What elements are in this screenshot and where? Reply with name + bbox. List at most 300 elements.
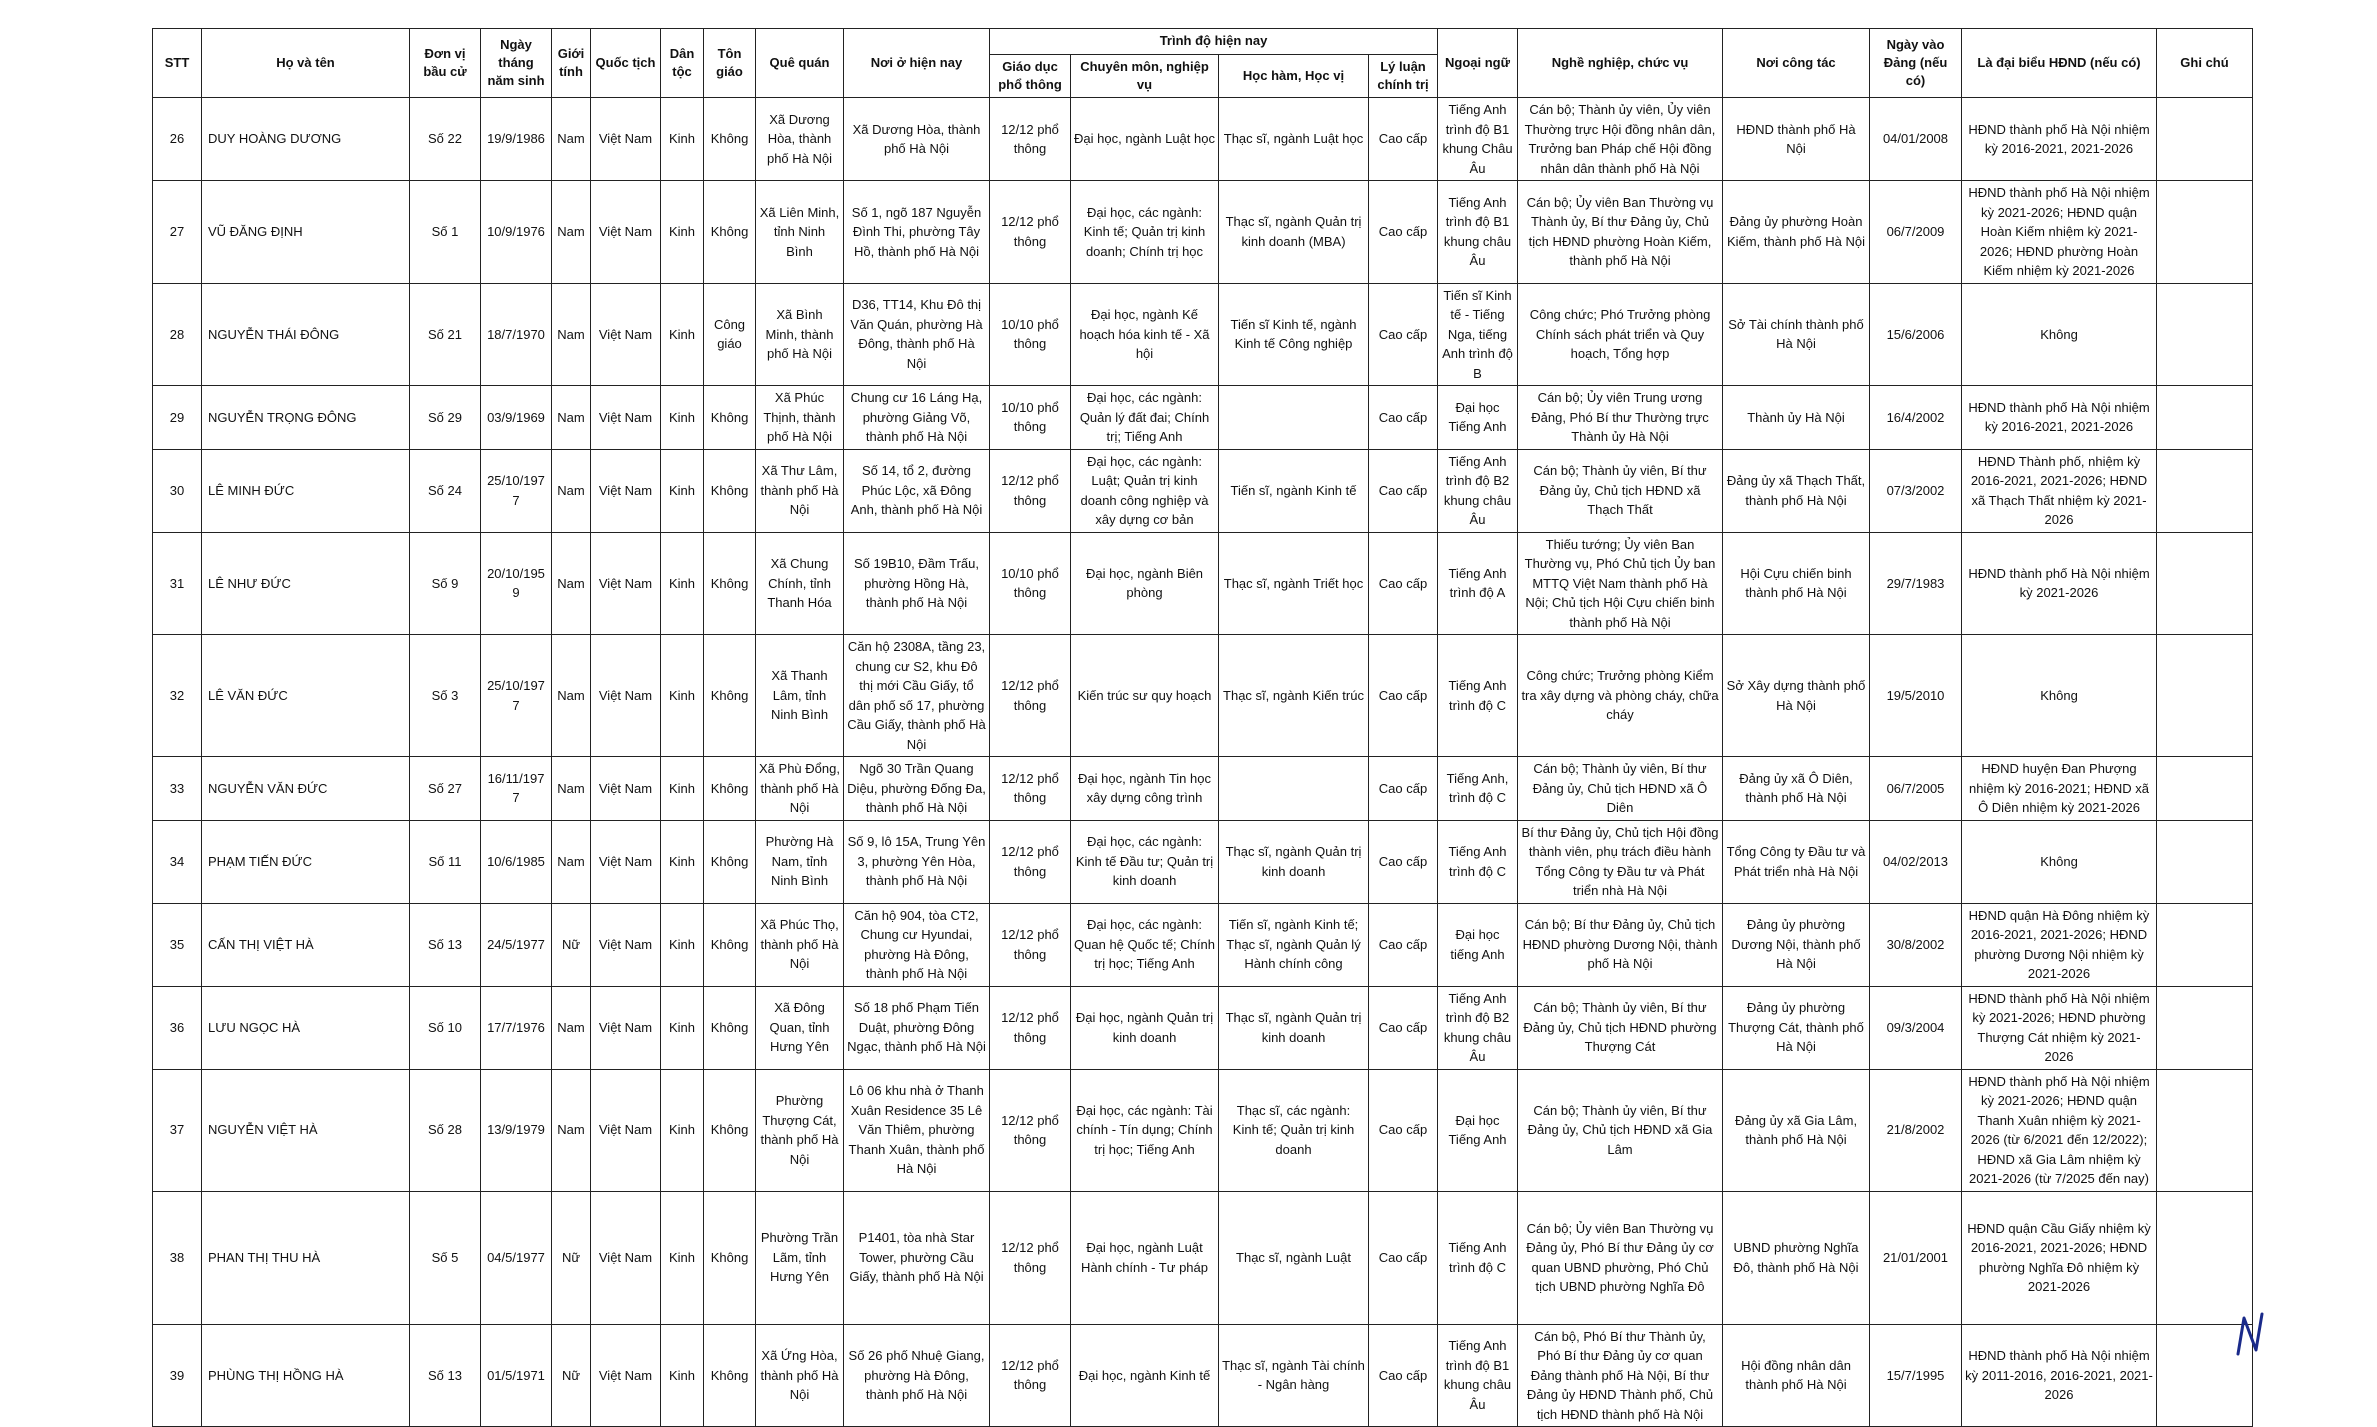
cell-ly-luan: Cao cấp — [1369, 903, 1438, 986]
cell-stt: 30 — [153, 449, 202, 532]
cell-chuyen-mon: Đại học, ngành Luật học — [1071, 98, 1219, 181]
cell-ghi-chu — [2157, 903, 2253, 986]
handwritten-initial-mark — [2230, 1310, 2270, 1360]
cell-ly-luan: Cao cấp — [1369, 532, 1438, 635]
cell-ghi-chu — [2157, 635, 2253, 757]
cell-noi-o: Số 9, lô 15A, Trung Yên 3, phường Yên Hòa, thành phố Hà Nội — [844, 820, 990, 903]
cell-stt: 37 — [153, 1069, 202, 1191]
cell-ngay-vao-dang: 21/8/2002 — [1870, 1069, 1962, 1191]
cell-stt: 27 — [153, 181, 202, 284]
cell-chuyen-mon: Kiến trúc sư quy hoạch — [1071, 635, 1219, 757]
header-ghi-chu: Ghi chú — [2157, 29, 2253, 98]
cell-ho-ten: DUY HOÀNG DƯƠNG — [202, 98, 410, 181]
cell-ghi-chu — [2157, 1191, 2253, 1324]
cell-dan-toc: Kinh — [661, 98, 704, 181]
cell-quoc-tich: Việt Nam — [591, 283, 661, 386]
cell-dai-bieu: HĐND thành phố Hà Nội nhiệm kỳ 2016-2021, 2021-2026 — [1962, 386, 2157, 450]
cell-ho-ten: VŨ ĐĂNG ĐỊNH — [202, 181, 410, 284]
cell-don-vi: Số 1 — [410, 181, 481, 284]
header-ngay-sinh: Ngày tháng năm sinh — [481, 29, 552, 98]
cell-don-vi: Số 22 — [410, 98, 481, 181]
cell-giao-duc: 12/12 phổ thông — [990, 449, 1071, 532]
cell-ngay-vao-dang: 06/7/2009 — [1870, 181, 1962, 284]
cell-dai-bieu: HĐND quận Cầu Giấy nhiệm kỳ 2016-2021, 2021-2026; HĐND phường Nghĩa Đô nhiệm kỳ 2021-2026 — [1962, 1191, 2157, 1324]
cell-giao-duc: 12/12 phổ thông — [990, 181, 1071, 284]
cell-ho-ten: LÊ NHƯ ĐỨC — [202, 532, 410, 635]
cell-noi-cong-tac: Tổng Công ty Đầu tư và Phát triển nhà Hà Nội — [1723, 820, 1870, 903]
table-row — [153, 1069, 2253, 1191]
cell-noi-o: Số 26 phố Nhuệ Giang, phường Hà Đông, thành phố Hà Nội — [844, 1324, 990, 1427]
cell-noi-o: Căn hộ 904, tòa CT2, Chung cư Hyundai, phường Hà Đông, thành phố Hà Nội — [844, 903, 990, 986]
cell-ngay-sinh: 17/7/1976 — [481, 986, 552, 1069]
table-row — [153, 98, 2253, 181]
cell-hoc-ham: Thạc sĩ, ngành Quản trị kinh doanh — [1219, 986, 1369, 1069]
cell-ho-ten: NGUYỄN VĂN ĐỨC — [202, 757, 410, 821]
header-chuyen-mon: Chuyên môn, nghiệp vụ — [1071, 55, 1219, 98]
cell-ghi-chu — [2157, 283, 2253, 386]
cell-noi-o: Số 1, ngõ 187 Nguyễn Đình Thi, phường Tây Hồ, thành phố Hà Nội — [844, 181, 990, 284]
header-don-vi: Đơn vị bầu cử — [410, 29, 481, 98]
cell-chuyen-mon: Đại học, các ngành: Kinh tế; Quản trị kinh doanh; Chính trị học — [1071, 181, 1219, 284]
cell-ngoai-ngu: Đại học Tiếng Anh — [1438, 386, 1518, 450]
cell-ngay-vao-dang: 19/5/2010 — [1870, 635, 1962, 757]
cell-noi-cong-tac: Sở Xây dựng thành phố Hà Nội — [1723, 635, 1870, 757]
cell-nghe-nghiep: Cán bộ; Thành ủy viên, Bí thư Đảng ủy, Chủ tịch HĐND phường Thượng Cát — [1518, 986, 1723, 1069]
cell-gioi-tinh: Nữ — [552, 1191, 591, 1324]
cell-stt: 36 — [153, 986, 202, 1069]
cell-quoc-tich: Việt Nam — [591, 903, 661, 986]
cell-ngay-vao-dang: 15/7/1995 — [1870, 1324, 1962, 1427]
cell-stt: 26 — [153, 98, 202, 181]
cell-chuyen-mon: Đại học, ngành Biên phòng — [1071, 532, 1219, 635]
cell-dai-bieu: HĐND huyện Đan Phượng nhiệm kỳ 2016-2021; HĐND xã Ô Diên nhiệm kỳ 2021-2026 — [1962, 757, 2157, 821]
cell-noi-o: P1401, tòa nhà Star Tower, phường Cầu Giấy, thành phố Hà Nội — [844, 1191, 990, 1324]
table-row — [153, 986, 2253, 1069]
cell-ho-ten: LÊ MINH ĐỨC — [202, 449, 410, 532]
cell-que-quan: Xã Thư Lâm, thành phố Hà Nội — [756, 449, 844, 532]
cell-ly-luan: Cao cấp — [1369, 283, 1438, 386]
table-row — [153, 532, 2253, 635]
cell-hoc-ham: Thạc sĩ, ngành Tài chính - Ngân hàng — [1219, 1324, 1369, 1427]
cell-ngoai-ngu: Tiếng Anh trình độ C — [1438, 1191, 1518, 1324]
cell-gioi-tinh: Nam — [552, 386, 591, 450]
cell-nghe-nghiep: Cán bộ; Bí thư Đảng ủy, Chủ tịch HĐND phường Dương Nội, thành phố Hà Nội — [1518, 903, 1723, 986]
cell-ton-giao: Không — [704, 449, 756, 532]
cell-ton-giao: Không — [704, 820, 756, 903]
cell-que-quan: Xã Phúc Thọ, thành phố Hà Nội — [756, 903, 844, 986]
cell-ho-ten: NGUYỄN TRỌNG ĐÔNG — [202, 386, 410, 450]
cell-noi-cong-tac: UBND phường Nghĩa Đô, thành phố Hà Nội — [1723, 1191, 1870, 1324]
cell-giao-duc: 12/12 phổ thông — [990, 1324, 1071, 1427]
cell-dai-bieu: Không — [1962, 820, 2157, 903]
cell-quoc-tich: Việt Nam — [591, 449, 661, 532]
cell-nghe-nghiep: Cán bộ; Thành ủy viên, Bí thư Đảng ủy, Chủ tịch HĐND xã Gia Lâm — [1518, 1069, 1723, 1191]
cell-ngay-sinh: 18/7/1970 — [481, 283, 552, 386]
table-row — [153, 283, 2253, 386]
cell-ngay-vao-dang: 06/7/2005 — [1870, 757, 1962, 821]
cell-ngay-vao-dang: 09/3/2004 — [1870, 986, 1962, 1069]
cell-dai-bieu: HĐND quận Hà Đông nhiệm kỳ 2016-2021, 2021-2026; HĐND phường Dương Nội nhiệm kỳ 2021-2026 — [1962, 903, 2157, 986]
cell-nghe-nghiep: Cán bộ; Thành ủy viên, Bí thư Đảng ủy, Chủ tịch HĐND xã Thạch Thất — [1518, 449, 1723, 532]
cell-ngay-vao-dang: 04/01/2008 — [1870, 98, 1962, 181]
cell-dai-bieu: HĐND thành phố Hà Nội nhiệm kỳ 2016-2021, 2021-2026 — [1962, 98, 2157, 181]
cell-ho-ten: PHẠM TIẾN ĐỨC — [202, 820, 410, 903]
cell-giao-duc: 12/12 phổ thông — [990, 98, 1071, 181]
cell-ngoai-ngu: Đại học Tiếng Anh — [1438, 1069, 1518, 1191]
cell-ly-luan: Cao cấp — [1369, 98, 1438, 181]
cell-gioi-tinh: Nam — [552, 449, 591, 532]
cell-que-quan: Xã Dương Hòa, thành phố Hà Nội — [756, 98, 844, 181]
cell-giao-duc: 10/10 phổ thông — [990, 386, 1071, 450]
cell-stt: 34 — [153, 820, 202, 903]
cell-ho-ten: LÊ VĂN ĐỨC — [202, 635, 410, 757]
cell-ngay-sinh: 03/9/1969 — [481, 386, 552, 450]
cell-stt: 28 — [153, 283, 202, 386]
cell-ngay-sinh: 19/9/1986 — [481, 98, 552, 181]
cell-giao-duc: 10/10 phổ thông — [990, 283, 1071, 386]
table-row — [153, 903, 2253, 986]
cell-ngoai-ngu: Tiếng Anh, trình độ C — [1438, 757, 1518, 821]
cell-nghe-nghiep: Thiếu tướng; Ủy viên Ban Thường vụ, Phó Chủ tịch Ủy ban MTTQ Việt Nam thành phố Hà Nội; Chủ tịch Hội Cựu chiến binh thành phố Hà Nội — [1518, 532, 1723, 635]
header-ho-ten: Họ và tên — [202, 29, 410, 98]
header-quoc-tich: Quốc tịch — [591, 29, 661, 98]
cell-dan-toc: Kinh — [661, 1069, 704, 1191]
cell-dan-toc: Kinh — [661, 757, 704, 821]
cell-giao-duc: 12/12 phổ thông — [990, 1191, 1071, 1324]
cell-stt: 33 — [153, 757, 202, 821]
cell-que-quan: Xã Phúc Thịnh, thành phố Hà Nội — [756, 386, 844, 450]
cell-noi-cong-tac: Thành ủy Hà Nội — [1723, 386, 1870, 450]
cell-ton-giao: Không — [704, 532, 756, 635]
cell-ly-luan: Cao cấp — [1369, 449, 1438, 532]
cell-quoc-tich: Việt Nam — [591, 820, 661, 903]
cell-ton-giao: Không — [704, 635, 756, 757]
table-row — [153, 635, 2253, 757]
cell-quoc-tich: Việt Nam — [591, 181, 661, 284]
cell-giao-duc: 12/12 phổ thông — [990, 635, 1071, 757]
cell-que-quan: Phường Hà Nam, tỉnh Ninh Bình — [756, 820, 844, 903]
cell-dan-toc: Kinh — [661, 181, 704, 284]
cell-ly-luan: Cao cấp — [1369, 1324, 1438, 1427]
cell-nghe-nghiep: Công chức; Phó Trưởng phòng Chính sách phát triển và Quy hoạch, Tổng hợp — [1518, 283, 1723, 386]
cell-que-quan: Phường Thượng Cát, thành phố Hà Nội — [756, 1069, 844, 1191]
cell-ho-ten: NGUYỄN VIỆT HÀ — [202, 1069, 410, 1191]
header-noi-cong-tac: Nơi công tác — [1723, 29, 1870, 98]
cell-noi-cong-tac: Hội Cựu chiến binh thành phố Hà Nội — [1723, 532, 1870, 635]
cell-noi-cong-tac: Sở Tài chính thành phố Hà Nội — [1723, 283, 1870, 386]
cell-chuyen-mon: Đại học, các ngành: Tài chính - Tín dụng; Chính trị học; Tiếng Anh — [1071, 1069, 1219, 1191]
cell-ngoai-ngu: Tiếng Anh trình độ B2 khung châu Âu — [1438, 986, 1518, 1069]
cell-hoc-ham: Thạc sĩ, ngành Quản trị kinh doanh (MBA) — [1219, 181, 1369, 284]
cell-don-vi: Số 3 — [410, 635, 481, 757]
cell-gioi-tinh: Nữ — [552, 1324, 591, 1427]
cell-stt: 35 — [153, 903, 202, 986]
table-row — [153, 757, 2253, 821]
cell-ngay-sinh: 10/6/1985 — [481, 820, 552, 903]
cell-stt: 38 — [153, 1191, 202, 1324]
cell-ngay-sinh: 24/5/1977 — [481, 903, 552, 986]
cell-ho-ten: LƯU NGỌC HÀ — [202, 986, 410, 1069]
cell-ton-giao: Không — [704, 181, 756, 284]
cell-stt: 32 — [153, 635, 202, 757]
cell-noi-cong-tac: Đảng ủy phường Thượng Cát, thành phố Hà Nội — [1723, 986, 1870, 1069]
cell-hoc-ham: Thạc sĩ, ngành Kiến trúc — [1219, 635, 1369, 757]
cell-ngay-sinh: 01/5/1971 — [481, 1324, 552, 1427]
header-stt: STT — [153, 29, 202, 98]
cell-que-quan: Phường Trần Lãm, tỉnh Hưng Yên — [756, 1191, 844, 1324]
cell-nghe-nghiep: Cán bộ; Thành ủy viên, Bí thư Đảng ủy, Chủ tịch HĐND xã Ô Diên — [1518, 757, 1723, 821]
cell-ngay-sinh: 20/10/1959 — [481, 532, 552, 635]
cell-que-quan: Xã Bình Minh, thành phố Hà Nội — [756, 283, 844, 386]
cell-ngay-vao-dang: 04/02/2013 — [1870, 820, 1962, 903]
cell-chuyen-mon: Đại học, ngành Quản trị kinh doanh — [1071, 986, 1219, 1069]
cell-ho-ten: NGUYỄN THÁI ĐÔNG — [202, 283, 410, 386]
cell-ton-giao: Không — [704, 903, 756, 986]
cell-chuyen-mon: Đại học, các ngành: Kinh tế Đầu tư; Quản trị kinh doanh — [1071, 820, 1219, 903]
cell-noi-cong-tac: Đảng ủy xã Gia Lâm, thành phố Hà Nội — [1723, 1069, 1870, 1191]
header-giao-duc: Giáo dục phổ thông — [990, 55, 1071, 98]
cell-ghi-chu — [2157, 181, 2253, 284]
cell-quoc-tich: Việt Nam — [591, 1324, 661, 1427]
cell-nghe-nghiep: Cán bộ, Phó Bí thư Thành ủy, Phó Bí thư Đảng ủy cơ quan Đảng thành phố Hà Nội, Bí thư Đảng ủy HĐND Thành phố, Chủ tịch HĐND thành phố Hà Nội — [1518, 1324, 1723, 1427]
cell-ton-giao: Không — [704, 986, 756, 1069]
table-body — [153, 98, 2253, 1427]
cell-don-vi: Số 10 — [410, 986, 481, 1069]
cell-dan-toc: Kinh — [661, 449, 704, 532]
cell-ngay-vao-dang: 16/4/2002 — [1870, 386, 1962, 450]
cell-gioi-tinh: Nam — [552, 820, 591, 903]
cell-stt: 29 — [153, 386, 202, 450]
header-nghe-nghiep: Nghề nghiệp, chức vụ — [1518, 29, 1723, 98]
header-hoc-ham: Học hàm, Học vị — [1219, 55, 1369, 98]
table-row — [153, 181, 2253, 284]
cell-gioi-tinh: Nam — [552, 1069, 591, 1191]
cell-ngay-sinh: 13/9/1979 — [481, 1069, 552, 1191]
cell-hoc-ham: Thạc sĩ, ngành Quản trị kinh doanh — [1219, 820, 1369, 903]
cell-dai-bieu: Không — [1962, 283, 2157, 386]
cell-ngay-sinh: 25/10/1977 — [481, 635, 552, 757]
cell-ly-luan: Cao cấp — [1369, 181, 1438, 284]
cell-que-quan: Xã Ứng Hòa, thành phố Hà Nội — [756, 1324, 844, 1427]
cell-gioi-tinh: Nam — [552, 181, 591, 284]
cell-hoc-ham: Thạc sĩ, ngành Triết học — [1219, 532, 1369, 635]
cell-noi-o: Chung cư 16 Láng Hạ, phường Giảng Võ, thành phố Hà Nội — [844, 386, 990, 450]
cell-gioi-tinh: Nam — [552, 986, 591, 1069]
cell-noi-cong-tac: Đảng ủy xã Thạch Thất, thành phố Hà Nội — [1723, 449, 1870, 532]
cell-dai-bieu: HĐND thành phố Hà Nội nhiệm kỳ 2021-2026; HĐND phường Thượng Cát nhiệm kỳ 2021-2026 — [1962, 986, 2157, 1069]
cell-ghi-chu — [2157, 449, 2253, 532]
cell-que-quan: Xã Phù Đổng, thành phố Hà Nội — [756, 757, 844, 821]
cell-don-vi: Số 11 — [410, 820, 481, 903]
header-dai-bieu: Là đại biểu HĐND (nếu có) — [1962, 29, 2157, 98]
cell-quoc-tich: Việt Nam — [591, 98, 661, 181]
cell-don-vi: Số 21 — [410, 283, 481, 386]
table-row — [153, 449, 2253, 532]
cell-noi-cong-tac: Đảng ủy phường Dương Nội, thành phố Hà Nội — [1723, 903, 1870, 986]
cell-gioi-tinh: Nam — [552, 283, 591, 386]
cell-ngoai-ngu: Đại học tiếng Anh — [1438, 903, 1518, 986]
cell-dai-bieu: HĐND Thành phố, nhiệm kỳ 2016-2021, 2021-2026; HĐND xã Thạch Thất nhiệm kỳ 2021-2026 — [1962, 449, 2157, 532]
cell-ngay-vao-dang: 21/01/2001 — [1870, 1191, 1962, 1324]
cell-nghe-nghiep: Công chức; Trưởng phòng Kiểm tra xây dựng và phòng cháy, chữa cháy — [1518, 635, 1723, 757]
cell-hoc-ham: Tiến sĩ, ngành Kinh tế; Thạc sĩ, ngành Quản lý Hành chính công — [1219, 903, 1369, 986]
cell-que-quan: Xã Đông Quan, tỉnh Hưng Yên — [756, 986, 844, 1069]
cell-dai-bieu: HĐND thành phố Hà Nội nhiệm kỳ 2021-2026 — [1962, 532, 2157, 635]
cell-don-vi: Số 24 — [410, 449, 481, 532]
cell-hoc-ham — [1219, 757, 1369, 821]
header-dan-toc: Dân tộc — [661, 29, 704, 98]
cell-gioi-tinh: Nam — [552, 757, 591, 821]
cell-ngay-sinh: 25/10/1977 — [481, 449, 552, 532]
cell-dai-bieu: Không — [1962, 635, 2157, 757]
candidate-list-sheet — [152, 28, 2252, 1427]
cell-ly-luan: Cao cấp — [1369, 986, 1438, 1069]
cell-quoc-tich: Việt Nam — [591, 986, 661, 1069]
cell-quoc-tich: Việt Nam — [591, 635, 661, 757]
cell-que-quan: Xã Chung Chính, tỉnh Thanh Hóa — [756, 532, 844, 635]
header-ngoai-ngu: Ngoại ngữ — [1438, 29, 1518, 98]
cell-dan-toc: Kinh — [661, 1324, 704, 1427]
table-row — [153, 386, 2253, 450]
cell-chuyen-mon: Đại học, các ngành: Quản lý đất đai; Chính trị; Tiếng Anh — [1071, 386, 1219, 450]
cell-noi-cong-tac: Đảng ủy phường Hoàn Kiếm, thành phố Hà Nội — [1723, 181, 1870, 284]
cell-ton-giao: Không — [704, 1324, 756, 1427]
cell-ghi-chu — [2157, 820, 2253, 903]
header-gioi-tinh: Giới tính — [552, 29, 591, 98]
cell-quoc-tich: Việt Nam — [591, 1191, 661, 1324]
cell-dan-toc: Kinh — [661, 986, 704, 1069]
cell-dan-toc: Kinh — [661, 532, 704, 635]
cell-stt: 31 — [153, 532, 202, 635]
cell-ngay-sinh: 16/11/1977 — [481, 757, 552, 821]
cell-ly-luan: Cao cấp — [1369, 635, 1438, 757]
cell-chuyen-mon: Đại học, ngành Kinh tế — [1071, 1324, 1219, 1427]
cell-dan-toc: Kinh — [661, 903, 704, 986]
cell-ngay-sinh: 10/9/1976 — [481, 181, 552, 284]
header-que-quan: Quê quán — [756, 29, 844, 98]
header-trinh-do-group: Trình độ hiện nay — [990, 29, 1438, 55]
cell-giao-duc: 10/10 phổ thông — [990, 532, 1071, 635]
header-noi-o: Nơi ở hiện nay — [844, 29, 990, 98]
cell-noi-cong-tac: HĐND thành phố Hà Nội — [1723, 98, 1870, 181]
cell-ly-luan: Cao cấp — [1369, 1069, 1438, 1191]
cell-ngay-sinh: 04/5/1977 — [481, 1191, 552, 1324]
cell-nghe-nghiep: Cán bộ; Ủy viên Ban Thường vụ Thành ủy, Bí thư Đảng ủy, Chủ tịch HĐND phường Hoàn Kiếm, thành phố Hà Nội — [1518, 181, 1723, 284]
cell-ghi-chu — [2157, 386, 2253, 450]
cell-chuyen-mon: Đại học, ngành Luật Hành chính - Tư pháp — [1071, 1191, 1219, 1324]
cell-ngoai-ngu: Tiếng Anh trình độ B2 khung châu Âu — [1438, 449, 1518, 532]
cell-ho-ten: PHAN THỊ THU HÀ — [202, 1191, 410, 1324]
cell-hoc-ham: Tiến sĩ Kinh tế, ngành Kinh tế Công nghiệp — [1219, 283, 1369, 386]
cell-ly-luan: Cao cấp — [1369, 757, 1438, 821]
cell-que-quan: Xã Thanh Lâm, tỉnh Ninh Bình — [756, 635, 844, 757]
cell-don-vi: Số 27 — [410, 757, 481, 821]
cell-giao-duc: 12/12 phổ thông — [990, 903, 1071, 986]
cell-giao-duc: 12/12 phổ thông — [990, 820, 1071, 903]
cell-chuyen-mon: Đại học, các ngành: Luật; Quản trị kinh doanh công nghiệp và xây dựng cơ bản — [1071, 449, 1219, 532]
cell-noi-o: Số 14, tổ 2, đường Phúc Lộc, xã Đông Anh, thành phố Hà Nội — [844, 449, 990, 532]
cell-hoc-ham — [1219, 386, 1369, 450]
cell-noi-cong-tac: Hội đồng nhân dân thành phố Hà Nội — [1723, 1324, 1870, 1427]
cell-ghi-chu — [2157, 98, 2253, 181]
cell-dai-bieu: HĐND thành phố Hà Nội nhiệm kỳ 2021-2026; HĐND quận Thanh Xuân nhiệm kỳ 2021-2026 (từ 6/2021 đến 12/2022); HĐND xã Gia Lâm nhiệm kỳ 2021-2026 (từ 7/2025 đến nay) — [1962, 1069, 2157, 1191]
cell-ghi-chu — [2157, 1069, 2253, 1191]
cell-quoc-tich: Việt Nam — [591, 1069, 661, 1191]
candidate-table — [152, 28, 2253, 1427]
header-ngay-vao-dang: Ngày vào Đảng (nếu có) — [1870, 29, 1962, 98]
cell-don-vi: Số 13 — [410, 1324, 481, 1427]
cell-ton-giao: Công giáo — [704, 283, 756, 386]
cell-ton-giao: Không — [704, 757, 756, 821]
cell-hoc-ham: Thạc sĩ, các ngành: Kinh tế; Quản trị kinh doanh — [1219, 1069, 1369, 1191]
table-row — [153, 1324, 2253, 1427]
cell-dai-bieu: HĐND thành phố Hà Nội nhiệm kỳ 2011-2016, 2016-2021, 2021-2026 — [1962, 1324, 2157, 1427]
cell-dan-toc: Kinh — [661, 283, 704, 386]
cell-gioi-tinh: Nữ — [552, 903, 591, 986]
cell-ngoai-ngu: Tiếng Anh trình độ C — [1438, 820, 1518, 903]
cell-dai-bieu: HĐND thành phố Hà Nội nhiệm kỳ 2021-2026; HĐND quận Hoàn Kiếm nhiệm kỳ 2021-2026; HĐND phường Hoàn Kiếm nhiệm kỳ 2021-2026 — [1962, 181, 2157, 284]
cell-gioi-tinh: Nam — [552, 635, 591, 757]
cell-noi-o: Số 18 phố Phạm Tiến Duật, phường Đông Ngạc, thành phố Hà Nội — [844, 986, 990, 1069]
cell-noi-o: Số 19B10, Đầm Trấu, phường Hồng Hà, thành phố Hà Nội — [844, 532, 990, 635]
cell-ly-luan: Cao cấp — [1369, 820, 1438, 903]
cell-quoc-tich: Việt Nam — [591, 757, 661, 821]
cell-ho-ten: CẤN THỊ VIỆT HÀ — [202, 903, 410, 986]
cell-giao-duc: 12/12 phổ thông — [990, 757, 1071, 821]
cell-hoc-ham: Thạc sĩ, ngành Luật — [1219, 1191, 1369, 1324]
cell-ghi-chu — [2157, 757, 2253, 821]
cell-ngoai-ngu: Tiếng Anh trình độ B1 khung Châu Âu — [1438, 98, 1518, 181]
cell-ton-giao: Không — [704, 1069, 756, 1191]
cell-ho-ten: PHÙNG THỊ HỒNG HÀ — [202, 1324, 410, 1427]
cell-stt: 39 — [153, 1324, 202, 1427]
cell-nghe-nghiep: Cán bộ; Ủy viên Trung ương Đảng, Phó Bí thư Thường trực Thành ủy Hà Nội — [1518, 386, 1723, 450]
cell-giao-duc: 12/12 phổ thông — [990, 1069, 1071, 1191]
cell-chuyen-mon: Đại học, ngành Tin học xây dựng công trình — [1071, 757, 1219, 821]
header-ly-luan: Lý luận chính trị — [1369, 55, 1438, 98]
cell-ngay-vao-dang: 30/8/2002 — [1870, 903, 1962, 986]
table-row — [153, 1191, 2253, 1324]
cell-ghi-chu — [2157, 986, 2253, 1069]
cell-hoc-ham: Thạc sĩ, ngành Luật học — [1219, 98, 1369, 181]
cell-noi-o: Căn hộ 2308A, tầng 23, chung cư S2, khu Đô thị mới Cầu Giấy, tổ dân phố số 17, phường Cầu Giấy, thành phố Hà Nội — [844, 635, 990, 757]
cell-ngay-vao-dang: 07/3/2002 — [1870, 449, 1962, 532]
cell-dan-toc: Kinh — [661, 386, 704, 450]
cell-don-vi: Số 13 — [410, 903, 481, 986]
cell-don-vi: Số 9 — [410, 532, 481, 635]
cell-ngoai-ngu: Tiếng Anh trình độ B1 khung châu Âu — [1438, 181, 1518, 284]
cell-ngay-vao-dang: 29/7/1983 — [1870, 532, 1962, 635]
cell-chuyen-mon: Đại học, các ngành: Quan hệ Quốc tế; Chính trị học; Tiếng Anh — [1071, 903, 1219, 986]
cell-ngoai-ngu: Tiếng Anh trình độ B1 khung châu Âu — [1438, 1324, 1518, 1427]
table-row — [153, 820, 2253, 903]
cell-dan-toc: Kinh — [661, 1191, 704, 1324]
cell-noi-o: Lô 06 khu nhà ở Thanh Xuân Residence 35 Lê Văn Thiêm, phường Thanh Xuân, thành phố Hà Nội — [844, 1069, 990, 1191]
cell-ly-luan: Cao cấp — [1369, 1191, 1438, 1324]
cell-ngoai-ngu: Tiếng Anh trình độ A — [1438, 532, 1518, 635]
cell-nghe-nghiep: Cán bộ; Thành ủy viên, Ủy viên Thường trực Hội đồng nhân dân, Trưởng ban Pháp chế Hội đồng nhân dân thành phố Hà Nội — [1518, 98, 1723, 181]
cell-ghi-chu — [2157, 532, 2253, 635]
cell-dan-toc: Kinh — [661, 820, 704, 903]
cell-don-vi: Số 28 — [410, 1069, 481, 1191]
cell-hoc-ham: Tiến sĩ, ngành Kinh tế — [1219, 449, 1369, 532]
cell-ly-luan: Cao cấp — [1369, 386, 1438, 450]
cell-que-quan: Xã Liên Minh, tỉnh Ninh Bình — [756, 181, 844, 284]
cell-don-vi: Số 5 — [410, 1191, 481, 1324]
cell-chuyen-mon: Đại học, ngành Kế hoạch hóa kinh tế - Xã hội — [1071, 283, 1219, 386]
cell-gioi-tinh: Nam — [552, 532, 591, 635]
cell-ton-giao: Không — [704, 1191, 756, 1324]
